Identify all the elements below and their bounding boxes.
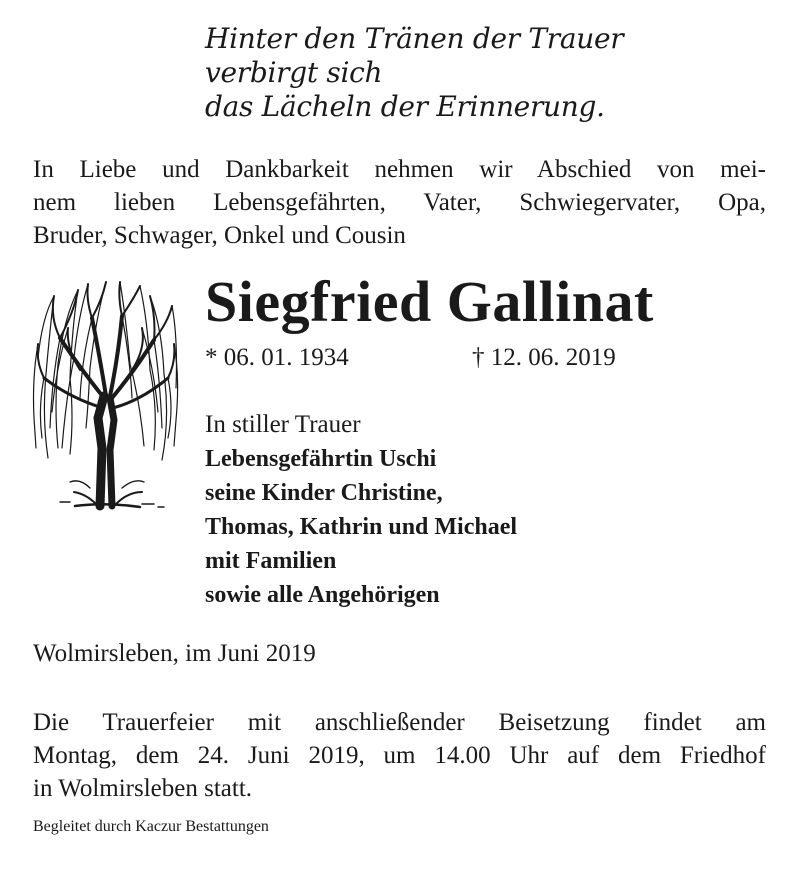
mourners-heading: In stiller Trauer bbox=[205, 411, 361, 438]
weeping-willow-tree-icon bbox=[30, 278, 180, 512]
intro-line-3: Bruder, Schwager, Onkel und Cousin bbox=[33, 222, 406, 249]
death-date: † 12. 06. 2019 bbox=[472, 344, 616, 371]
mourner-line: sowie alle Angehörigen bbox=[205, 582, 440, 608]
deceased-name: Siegfried Gallinat bbox=[205, 269, 654, 334]
intro-text bbox=[33, 153, 766, 252]
ceremony-line-3: in Wolmirsleben statt. bbox=[33, 775, 253, 802]
place-and-date: Wolmirsleben, im Juni 2019 bbox=[33, 640, 316, 667]
poem-line-2: verbirgt sich bbox=[205, 56, 383, 89]
funeral-home-credit: Begleitet durch Kaczur Bestattungen bbox=[33, 818, 269, 835]
intro-line-2: nem lieben Lebensgefährten, Vater, Schwiegervater, Opa, bbox=[33, 189, 766, 216]
ceremony-line-2: Montag, dem 24. Juni 2019, um 14.00 Uhr auf dem Friedhof bbox=[33, 742, 766, 769]
poem-quote bbox=[205, 22, 623, 124]
ceremony-text bbox=[33, 706, 766, 805]
mourner-line: Lebensgefährtin Uschi bbox=[205, 446, 437, 472]
poem-line-3: das Lächeln der Erinnerung. bbox=[205, 90, 605, 123]
intro-line-1: In Liebe und Dankbarkeit nehmen wir Abschied von mei- bbox=[33, 156, 766, 183]
poem-line-1: Hinter den Tränen der Trauer bbox=[205, 22, 624, 55]
ceremony-line-1: Die Trauerfeier mit anschließender Beisetzung findet am bbox=[33, 709, 766, 736]
mourner-line: seine Kinder Christine, bbox=[205, 480, 443, 506]
mourners-block bbox=[205, 408, 517, 612]
mourner-line: mit Familien bbox=[205, 548, 337, 574]
birth-date: * 06. 01. 1934 bbox=[205, 344, 349, 371]
mourner-line: Thomas, Kathrin und Michael bbox=[205, 514, 518, 540]
